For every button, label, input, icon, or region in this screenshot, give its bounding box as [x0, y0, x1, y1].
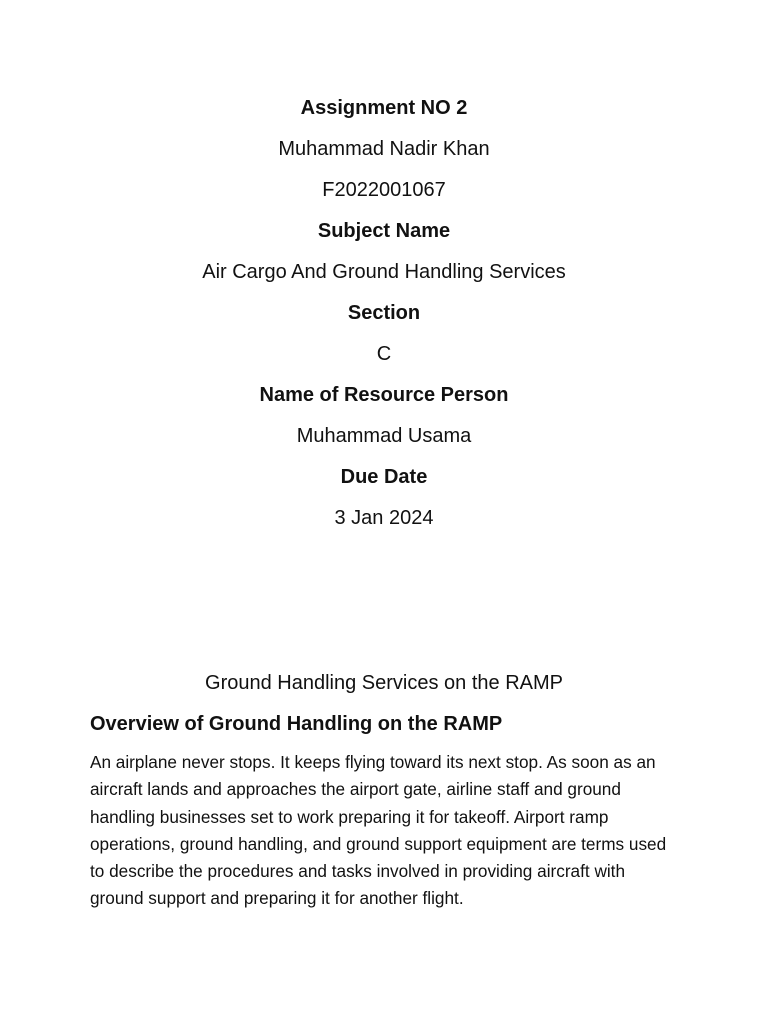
section-value: C — [376, 343, 392, 365]
assignment-title: Assignment NO 2 — [300, 97, 468, 119]
subject-label: Subject Name — [317, 220, 451, 242]
resource-person-label: Name of Resource Person — [259, 384, 509, 406]
section-heading: Overview of Ground Handling on the RAMP — [90, 713, 503, 735]
body-paragraph: An airplane never stops. It keeps flying toward its next stop. As soon as an aircraft lands and approaches the airport gate, airline staff and ground handling businesses set to work preparing it for takeoff. Airport ramp operations, ground handling, and ground support equipment are terms used to describe the procedures and tasks involved in providing aircraft with ground support and preparing it for another flight. — [90, 752, 667, 909]
document-title: Ground Handling Services on the RAMP — [205, 672, 563, 694]
resource-person-value: Muhammad Usama — [296, 425, 472, 447]
due-date-label: Due Date — [340, 466, 428, 488]
due-date-value: 3 Jan 2024 — [334, 507, 434, 529]
student-id: F2022001067 — [322, 179, 446, 201]
student-name: Muhammad Nadir Khan — [278, 138, 490, 160]
section-label: Section — [347, 302, 421, 324]
subject-value: Air Cargo And Ground Handling Services — [202, 261, 566, 283]
